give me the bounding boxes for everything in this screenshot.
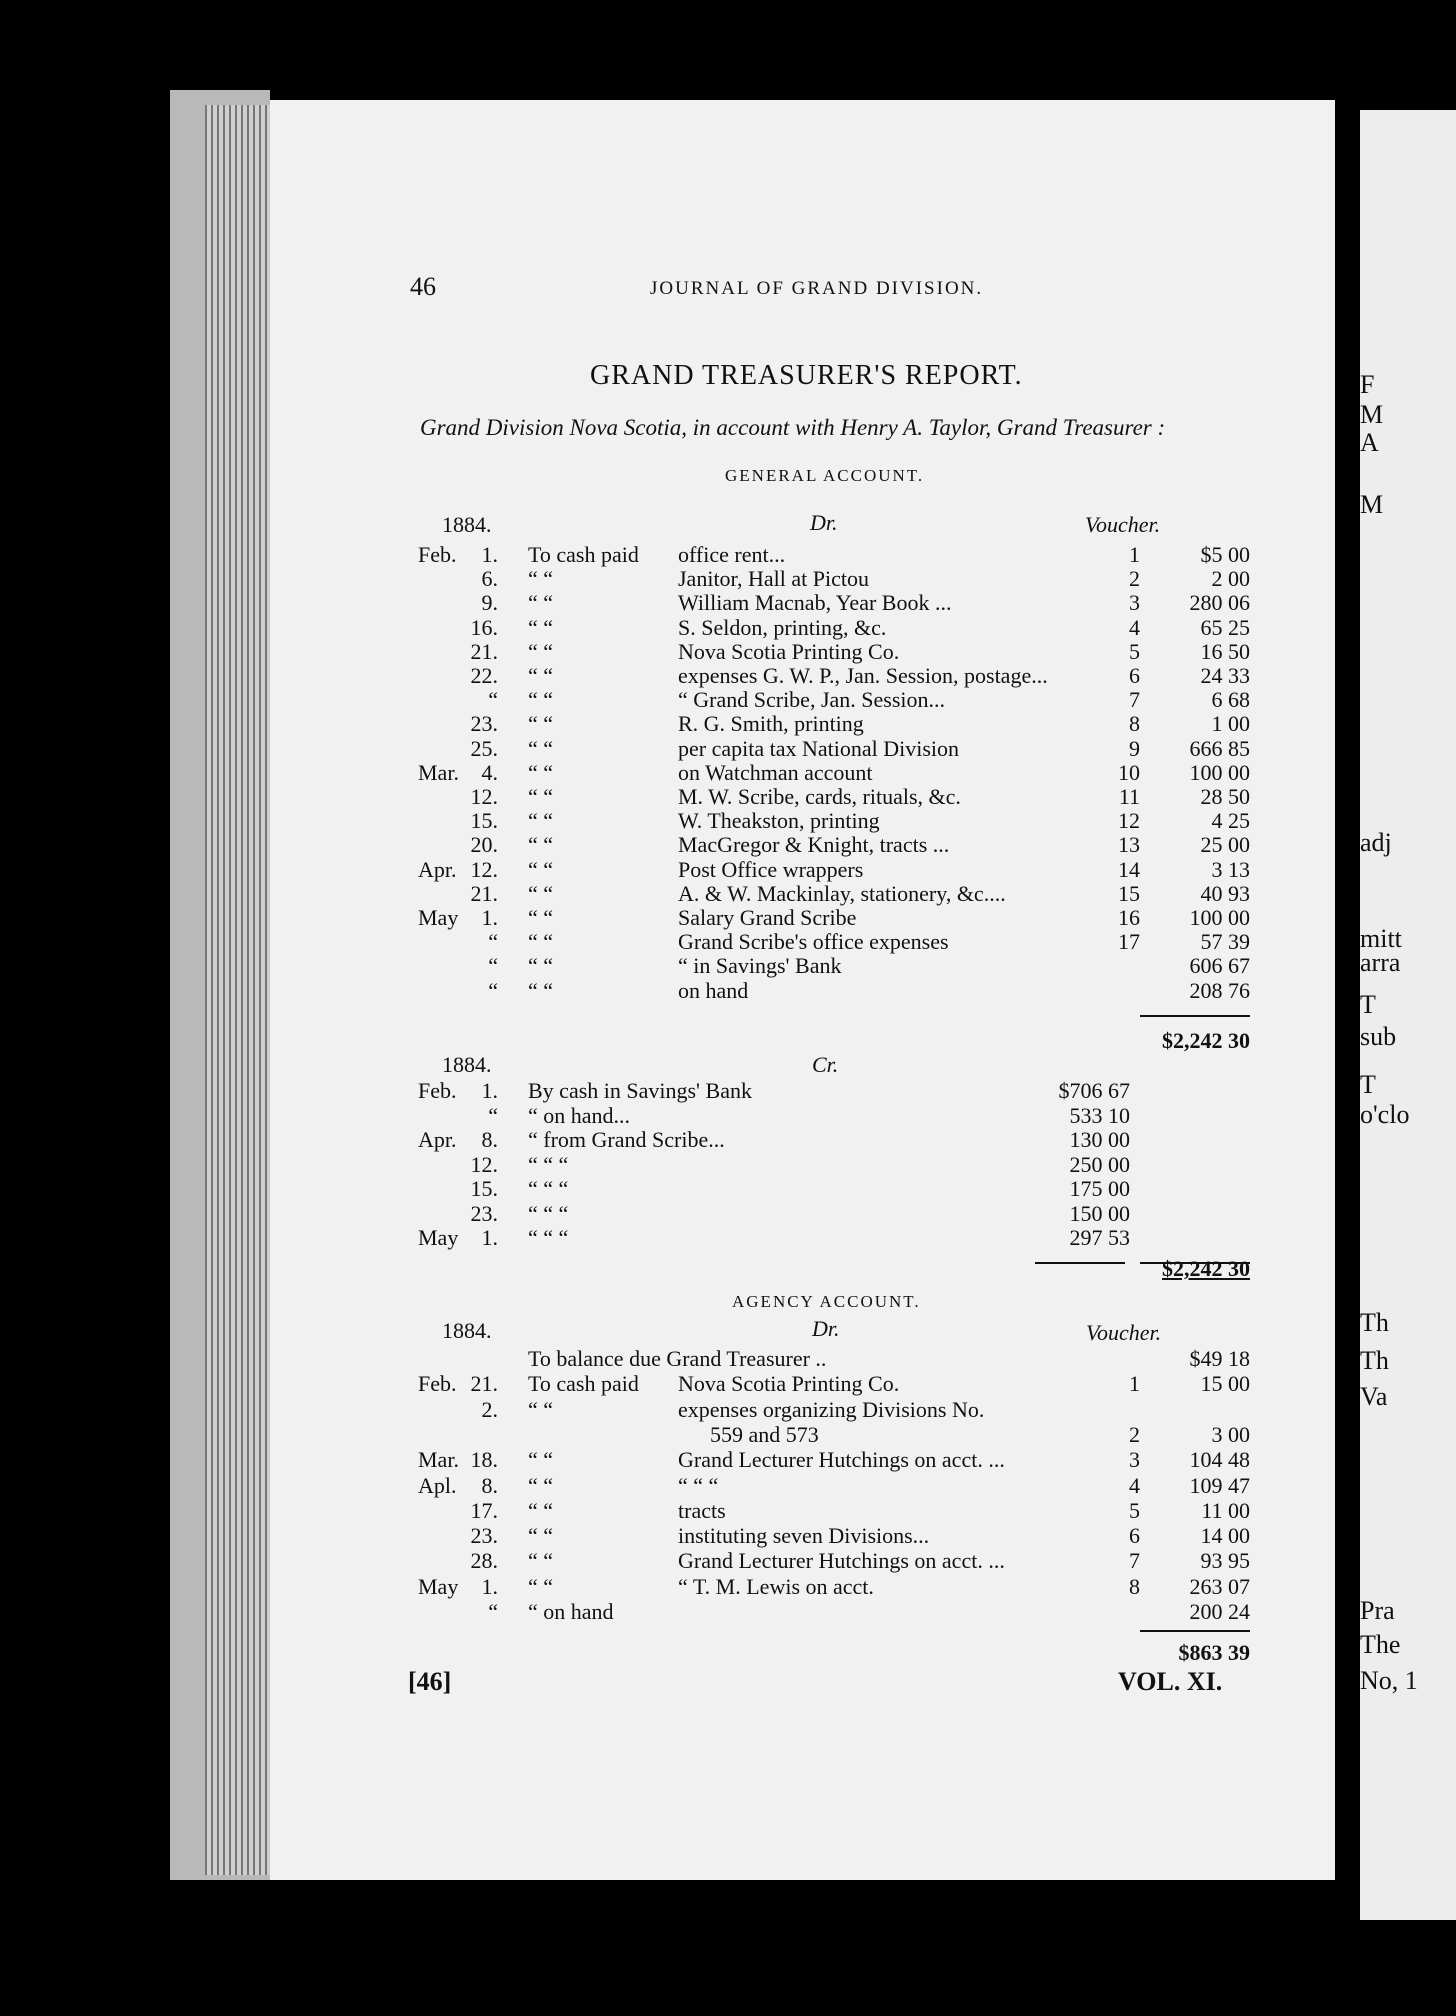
row-prefix: “ “ xyxy=(528,735,554,761)
agency-day: 21. xyxy=(470,1371,498,1397)
row-day: 25. xyxy=(470,735,498,761)
row-amount: 3 13 xyxy=(1211,856,1250,882)
agency-amount: 104 48 xyxy=(1189,1447,1250,1473)
agency-item: expenses organizing Divisions No. xyxy=(678,1396,985,1422)
row-item: on hand xyxy=(678,977,749,1003)
row-amount: 65 25 xyxy=(1200,614,1250,640)
agency-month: Mar. xyxy=(418,1447,459,1473)
row-item: per capita tax National Division xyxy=(678,735,960,761)
agency-heading: AGENCY ACCOUNT. xyxy=(732,1292,921,1311)
cr-amount: 150 00 xyxy=(1069,1200,1130,1226)
agency-day: 8. xyxy=(481,1472,498,1498)
row-day: 22. xyxy=(470,663,498,688)
row-voucher: 3 xyxy=(1129,590,1140,616)
agency-amount: 14 00 xyxy=(1200,1523,1250,1549)
agency-voucher: 7 xyxy=(1129,1548,1140,1574)
row-amount: 100 00 xyxy=(1189,905,1250,930)
row-item: M. W. Scribe, cards, rituals, &c. xyxy=(678,784,961,809)
cr-text: “ “ “ xyxy=(528,1225,569,1250)
agency-item: Nova Scotia Printing Co. xyxy=(678,1371,900,1397)
adjacent-text: o'clo xyxy=(1360,1100,1410,1129)
row-item: William Macnab, Year Book ... xyxy=(678,590,952,616)
row-month: Mar. xyxy=(418,759,459,785)
agency-prefix: “ “ xyxy=(528,1523,554,1549)
row-amount: 40 93 xyxy=(1200,880,1250,906)
row-prefix: “ “ xyxy=(528,614,554,640)
adjacent-text: No, 1 xyxy=(1360,1666,1418,1695)
adjacent-text: mitt xyxy=(1360,924,1402,953)
row-prefix: “ “ xyxy=(528,832,554,858)
agency-amount: 93 95 xyxy=(1200,1548,1250,1574)
row-day: “ xyxy=(488,687,498,713)
agency-day: 17. xyxy=(470,1497,498,1523)
row-voucher: 10 xyxy=(1118,759,1140,785)
cr-year: 1884. xyxy=(442,1052,492,1077)
row-voucher: 2 xyxy=(1129,566,1140,592)
row-item: W. Theakston, printing xyxy=(678,808,880,834)
row-prefix: “ “ xyxy=(528,638,554,664)
row-voucher: 16 xyxy=(1118,905,1140,930)
row-prefix: “ “ xyxy=(528,687,554,713)
row-amount: 2 00 xyxy=(1211,566,1250,592)
row-day: 20. xyxy=(470,832,498,858)
row-voucher: 4 xyxy=(1129,614,1140,640)
row-prefix: “ “ xyxy=(528,856,554,882)
row-amount: 4 25 xyxy=(1211,808,1250,834)
cr-day: 1. xyxy=(481,1078,498,1103)
agency-dr: Dr. xyxy=(812,1316,840,1341)
row-prefix: “ “ xyxy=(528,953,554,979)
row-amount: 208 76 xyxy=(1189,977,1250,1003)
row-item: “ Grand Scribe, Jan. Session... xyxy=(678,687,946,713)
row-day: 21. xyxy=(470,638,498,664)
adjacent-page xyxy=(1360,110,1456,1920)
adjacent-text: sub xyxy=(1360,1022,1397,1051)
agency-item: Grand Lecturer Hutchings on acct. ... xyxy=(678,1447,1005,1473)
cr-amount: $706 67 xyxy=(1058,1078,1130,1103)
page-number: 46 xyxy=(410,272,436,301)
cr-month: Apr. xyxy=(418,1127,457,1152)
agency-day: 18. xyxy=(470,1447,498,1473)
agency-total-rule xyxy=(1140,1630,1250,1632)
agency-day: “ xyxy=(488,1599,498,1624)
agency-prefix: “ “ xyxy=(528,1573,554,1599)
row-voucher: 11 xyxy=(1118,784,1140,809)
row-prefix: “ “ xyxy=(528,880,554,906)
row-voucher: 15 xyxy=(1118,880,1140,906)
cr-text: “ on hand... xyxy=(528,1102,631,1128)
row-voucher: 7 xyxy=(1129,687,1140,713)
agency-amount: 200 24 xyxy=(1189,1599,1250,1624)
row-prefix: “ “ xyxy=(528,566,554,592)
agency-voucher: 8 xyxy=(1129,1573,1140,1599)
row-amount: 666 85 xyxy=(1189,735,1250,761)
footer-right: VOL. XI. xyxy=(1118,1667,1223,1696)
row-item: Janitor, Hall at Pictou xyxy=(678,566,869,592)
row-prefix: “ “ xyxy=(528,759,554,785)
cr-total-rule-left xyxy=(1035,1262,1125,1264)
row-prefix: “ “ xyxy=(528,711,554,737)
adjacent-text: Pra xyxy=(1360,1596,1395,1625)
row-item: Grand Scribe's office expenses xyxy=(678,929,949,955)
row-amount: 606 67 xyxy=(1189,953,1250,979)
row-prefix: “ “ xyxy=(528,784,554,809)
row-day: 12. xyxy=(470,784,498,809)
row-amount: 1 00 xyxy=(1211,711,1250,737)
row-item: on Watchman account xyxy=(678,759,873,785)
agency-prefix: “ “ xyxy=(528,1472,554,1498)
row-prefix: To cash paid xyxy=(528,542,639,567)
row-day: 16. xyxy=(470,614,498,640)
row-voucher: 13 xyxy=(1118,832,1140,858)
row-day: 1. xyxy=(481,542,498,567)
agency-amount: 15 00 xyxy=(1200,1371,1250,1397)
row-day: “ xyxy=(488,977,498,1003)
row-voucher: 8 xyxy=(1129,711,1140,737)
agency-voucher-label: Voucher. xyxy=(1086,1320,1162,1345)
cr-day: 15. xyxy=(470,1176,498,1201)
adjacent-text: A xyxy=(1360,428,1379,457)
agency-item: tracts xyxy=(678,1497,726,1523)
row-day: 12. xyxy=(470,856,498,882)
agency-item: 559 and 573 xyxy=(710,1421,819,1447)
row-item: MacGregor & Knight, tracts ... xyxy=(678,832,950,858)
cr-total: $2,242 30 xyxy=(1162,1256,1250,1281)
row-month: Apr. xyxy=(418,856,457,882)
document-page xyxy=(270,100,1335,1880)
row-day: “ xyxy=(488,953,498,979)
row-voucher: 1 xyxy=(1129,542,1140,567)
general-dr: Dr. xyxy=(810,510,838,535)
row-day: 6. xyxy=(481,566,498,592)
cr-amount: 130 00 xyxy=(1069,1127,1130,1152)
agency-amount: 3 00 xyxy=(1211,1421,1250,1447)
row-amount: 280 06 xyxy=(1189,590,1250,616)
adjacent-text: The xyxy=(1360,1630,1401,1659)
agency-voucher: 2 xyxy=(1129,1421,1140,1447)
agency-voucher: 3 xyxy=(1129,1447,1140,1473)
general-year: 1884. xyxy=(442,512,492,537)
dr-total: $2,242 30 xyxy=(1162,1028,1250,1053)
agency-month: Feb. xyxy=(418,1371,457,1397)
general-heading: GENERAL ACCOUNT. xyxy=(725,466,925,485)
adjacent-text: T xyxy=(1360,1070,1376,1099)
adjacent-text: M xyxy=(1360,400,1384,429)
agency-voucher: 5 xyxy=(1129,1497,1140,1523)
adjacent-text: arra xyxy=(1360,948,1401,977)
cr-text: “ “ “ xyxy=(528,1176,569,1201)
row-amount: 16 50 xyxy=(1200,638,1250,664)
adjacent-text: Th xyxy=(1360,1308,1389,1337)
row-day: 9. xyxy=(481,590,498,616)
row-amount: 6 68 xyxy=(1211,687,1250,713)
cr-text: “ from Grand Scribe... xyxy=(528,1127,725,1152)
agency-voucher: 1 xyxy=(1129,1371,1140,1397)
agency-prefix: “ “ xyxy=(528,1447,554,1473)
cr-text: “ “ “ xyxy=(528,1200,569,1226)
row-day: “ xyxy=(488,929,498,955)
row-prefix: “ “ xyxy=(528,929,554,955)
cr-month: Feb. xyxy=(418,1078,457,1103)
adjacent-text: adj xyxy=(1360,828,1392,857)
agency-prefix: “ on hand xyxy=(528,1599,614,1624)
row-item: Post Office wrappers xyxy=(678,856,864,882)
row-item: office rent... xyxy=(678,542,786,567)
cr-amount: 533 10 xyxy=(1069,1102,1130,1128)
agency-month: May xyxy=(418,1573,459,1599)
cr-label: Cr. xyxy=(812,1052,839,1077)
agency-amount: 11 00 xyxy=(1201,1497,1250,1523)
row-prefix: “ “ xyxy=(528,590,554,616)
row-voucher: 12 xyxy=(1118,808,1140,834)
row-voucher: 14 xyxy=(1118,856,1140,882)
row-prefix: “ “ xyxy=(528,663,554,688)
total-rule xyxy=(1140,1015,1250,1017)
cr-text: By cash in Savings' Bank xyxy=(528,1078,752,1103)
agency-day: 1. xyxy=(481,1573,498,1599)
agency-item: “ “ “ xyxy=(678,1472,719,1498)
agency-prefix: To cash paid xyxy=(528,1371,639,1397)
agency-voucher: 4 xyxy=(1129,1472,1140,1498)
cr-amount: 297 53 xyxy=(1069,1225,1130,1250)
row-prefix: “ “ xyxy=(528,977,554,1003)
cr-month: May xyxy=(418,1225,459,1250)
row-item: “ in Savings' Bank xyxy=(678,953,842,979)
agency-voucher: 6 xyxy=(1129,1523,1140,1549)
general-voucher-label: Voucher. xyxy=(1085,512,1161,537)
footer-left: [46] xyxy=(408,1667,452,1696)
cr-text: “ “ “ xyxy=(528,1151,569,1177)
row-item: Nova Scotia Printing Co. xyxy=(678,638,900,664)
row-item: expenses G. W. P., Jan. Session, postage... xyxy=(678,663,1048,688)
row-prefix: “ “ xyxy=(528,905,554,930)
cr-day: 8. xyxy=(481,1127,498,1152)
agency-day: 28. xyxy=(470,1548,498,1574)
row-voucher: 6 xyxy=(1129,663,1140,688)
row-amount: 24 33 xyxy=(1200,663,1250,688)
agency-amount: $49 18 xyxy=(1189,1346,1250,1371)
adjacent-text: Th xyxy=(1360,1346,1389,1375)
agency-amount: 263 07 xyxy=(1189,1573,1250,1599)
cr-day: 12. xyxy=(470,1151,498,1177)
agency-month: Apl. xyxy=(418,1472,457,1498)
agency-item: Grand Lecturer Hutchings on acct. ... xyxy=(678,1548,1005,1574)
cr-day: 1. xyxy=(481,1225,498,1250)
row-amount: 57 39 xyxy=(1200,929,1250,955)
row-voucher: 5 xyxy=(1129,638,1140,664)
agency-item: instituting seven Divisions... xyxy=(678,1523,930,1549)
cr-day: 23. xyxy=(470,1200,498,1226)
row-item: Salary Grand Scribe xyxy=(678,905,857,930)
row-voucher: 17 xyxy=(1118,929,1140,955)
row-month: Feb. xyxy=(418,542,457,567)
row-amount: 28 50 xyxy=(1200,784,1250,809)
running-title: JOURNAL OF GRAND DIVISION. xyxy=(650,278,984,299)
row-amount: 100 00 xyxy=(1189,759,1250,785)
row-day: 15. xyxy=(470,808,498,834)
agency-prefix: To balance due Grand Treasurer .. xyxy=(528,1346,827,1371)
row-item: S. Seldon, printing, &c. xyxy=(678,614,887,640)
adjacent-text: T xyxy=(1360,990,1376,1019)
cr-amount: 250 00 xyxy=(1069,1151,1130,1177)
agency-prefix: “ “ xyxy=(528,1396,554,1422)
agency-day: 23. xyxy=(470,1523,498,1549)
agency-prefix: “ “ xyxy=(528,1548,554,1574)
cr-amount: 175 00 xyxy=(1069,1176,1130,1201)
report-subtitle: Grand Division Nova Scotia, in account with Henry A. Taylor, Grand Treasurer : xyxy=(420,415,1166,440)
row-day: 4. xyxy=(481,759,498,785)
adjacent-text: F xyxy=(1360,370,1375,399)
row-amount: $5 00 xyxy=(1200,542,1250,567)
agency-total: $863 39 xyxy=(1178,1640,1250,1665)
agency-item: “ T. M. Lewis on acct. xyxy=(678,1573,874,1599)
row-month: May xyxy=(418,905,459,930)
row-prefix: “ “ xyxy=(528,808,554,834)
agency-year: 1884. xyxy=(442,1318,492,1343)
row-day: 23. xyxy=(470,711,498,737)
agency-day: 2. xyxy=(481,1396,498,1422)
report-title: GRAND TREASURER'S REPORT. xyxy=(590,360,1023,391)
row-amount: 25 00 xyxy=(1200,832,1250,858)
adjacent-text: M xyxy=(1360,490,1384,519)
page-edges xyxy=(205,105,270,1875)
agency-amount: 109 47 xyxy=(1189,1472,1250,1498)
row-item: R. G. Smith, printing xyxy=(678,711,864,737)
row-item: A. & W. Mackinlay, stationery, &c.... xyxy=(678,880,1006,906)
row-day: 1. xyxy=(481,905,498,930)
agency-prefix: “ “ xyxy=(528,1497,554,1523)
row-day: 21. xyxy=(470,880,498,906)
row-voucher: 9 xyxy=(1129,735,1140,761)
adjacent-text: Va xyxy=(1360,1382,1388,1411)
cr-day: “ xyxy=(488,1102,498,1128)
